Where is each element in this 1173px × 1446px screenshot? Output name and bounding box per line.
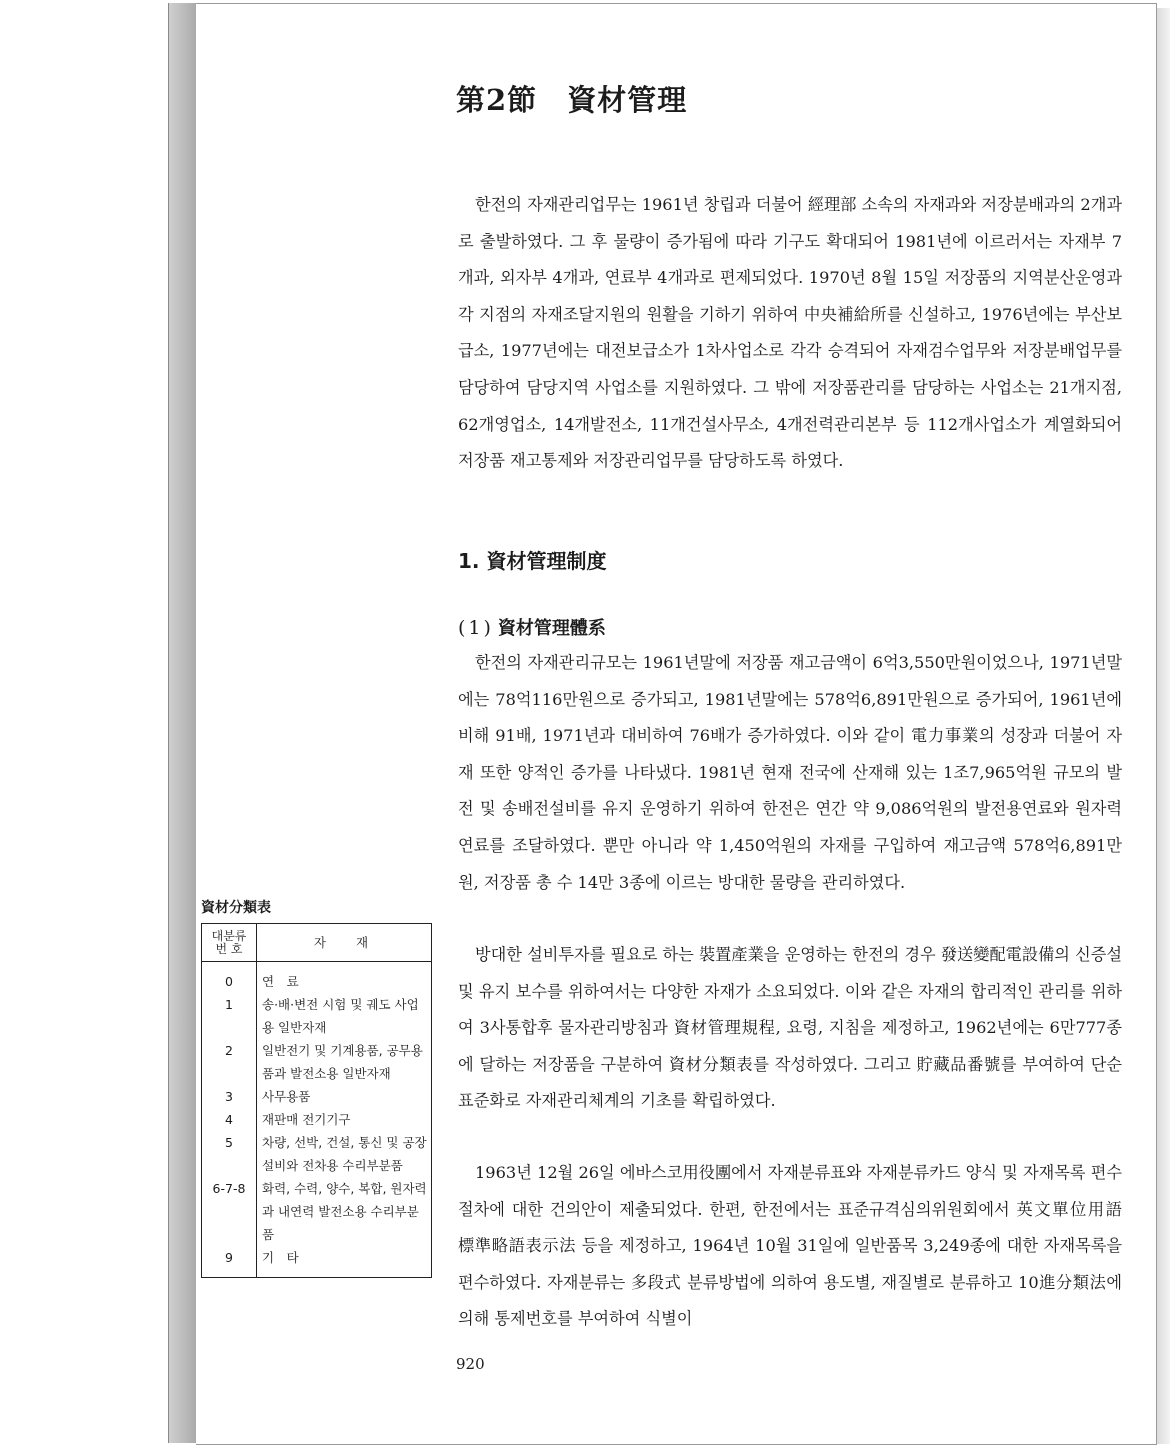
- header-code: 대분류 번 호: [202, 924, 257, 962]
- book-spine: [168, 3, 197, 1443]
- table-row: [202, 993, 432, 1039]
- row-desc: 재판매 전기기구: [262, 1112, 351, 1127]
- subheading-number: (1): [458, 617, 494, 639]
- paragraph-3: 1963년 12월 26일 에바스코用役團에서 자재분류표와 자재분류카드 양식 및 자재목록 편수절차에 대한 건의안이 제출되었다. 한편, 한전에서는 표준규격심의위원회에서 英文單位用語 標準略語表示法 등을 제정하고, 1964년 10월 31일에 일반품목 3,249종에 대한 자재목록을 편수하였다. 자재분류는 多段式 분류방법에 의하여 용도별, 재질별로 분류하고 10進分類法에 의해 통제번호를 부여하여 식별이: [458, 1163, 1122, 1329]
- table-row: [202, 1108, 432, 1131]
- subheading-title: 資材管理體系: [497, 618, 606, 639]
- paragraph-1: 한전의 자재관리규모는 1961년말에 저장품 재고금액이 6억3,550만원이었으나, 1971년말에는 78억116만원으로 증가되고, 1981년말에는 578억6,891만원으로 증가되어, 1961년에 비해 91배, 1971년과 대비하여 76배가 증가하였다. 이와 같이 電力事業의 성장과 더불어 자재 또한 양적인 증가를 나타냈다. 1981년 현재 전국에 산재해 있는 1조7,965억원 규모의 발전 및 송배전설비를 유지 운영하기 위하여 한전은 연간 약 9,086억원의 발전용연료와 원자력연료를 조달하였다. 뿐만 아니라 약 1,450억원의 자재를 구입하여 재고금액 578억6,891만원, 저장품 총 수 14만 3종에 이르는 방대한 물량을 관리하였다.: [458, 653, 1122, 892]
- row-desc: 일반전기 및 기계용품, 공무용품과 발전소용 일반자재: [262, 1043, 423, 1081]
- row-code: 3: [202, 1085, 257, 1108]
- section-number: 第2節: [456, 83, 538, 117]
- table-header-row: [202, 924, 432, 962]
- heading-资材管理制度: 1. 資材管理制度: [458, 549, 607, 573]
- table-caption: 資材分類表: [201, 900, 271, 916]
- table-row: [202, 1131, 432, 1177]
- table-row: [202, 1039, 432, 1085]
- section-title: [456, 78, 687, 119]
- row-code: 5: [202, 1131, 257, 1177]
- row-desc: 화력, 수력, 양수, 복합, 원자력과 내연력 발전소용 수리부분품: [262, 1181, 427, 1242]
- header-material: 자재: [257, 924, 432, 962]
- paragraph-2: 방대한 설비투자를 필요로 하는 裝置產業을 운영하는 한전의 경우 發送變配電設備의 신증설 및 유지 보수를 위하여서는 다양한 자재가 소요되었다. 이와 같은 자재의 합리적인 관리를 위하여 3사통합후 물자관리방침과 資材管理規程, 요령, 지침을 제정하고, 1962년에는 6만777종에 달하는 저장품을 구분하여 資材分類表를 작성하였다. 그리고 貯藏品番號를 부여하여 단순표준화로 자재관리체계의 기초를 확립하였다.: [458, 945, 1122, 1111]
- table-row: [202, 1085, 432, 1108]
- page-number: 920: [456, 1355, 485, 1373]
- row-code: 9: [202, 1246, 257, 1278]
- table-row: [202, 1246, 432, 1278]
- row-desc: 차량, 선박, 건설, 통신 및 공장 설비와 전차용 수리부분품: [262, 1135, 427, 1173]
- material-classification-table: [201, 923, 432, 1278]
- row-desc: 기 타: [262, 1250, 299, 1265]
- row-desc: 사무용품: [262, 1089, 311, 1104]
- row-desc: 송·배·변전 시험 및 궤도 사업용 일반자재: [262, 997, 419, 1035]
- section-name: 資材管理: [567, 83, 688, 117]
- subheading: [458, 614, 606, 640]
- row-code: 6-7-8: [202, 1177, 257, 1246]
- row-code: 2: [202, 1039, 257, 1085]
- row-code: 4: [202, 1108, 257, 1131]
- table-row: [202, 1177, 432, 1246]
- table-row: [202, 962, 432, 994]
- row-code: 1: [202, 993, 257, 1039]
- page-edge-shadow: [1156, 8, 1170, 1444]
- row-code: 0: [202, 962, 257, 994]
- row-desc: 연 료: [262, 974, 299, 989]
- intro-paragraph: 한전의 자재관리업무는 1961년 창립과 더불어 經理部 소속의 자재과와 저장분배과의 2개과로 출발하였다. 그 후 물량이 증가됨에 따라 기구도 확대되어 1981년에 이르러서는 자재부 7개과, 외자부 4개과, 연료부 4개과로 편제되었다. 1970년 8월 15일 저장품의 지역분산운영과 각 지점의 자재조달지원의 원활을 기하기 위하여 中央補給所를 신설하고, 1976년에는 부산보급소, 1977년에는 대전보급소가 1차사업소로 각각 승격되어 자재검수업무와 저장분배업무를 담당하여 담당지역 사업소를 지원하였다. 그 밖에 저장품관리를 담당하는 사업소는 21개지점, 62개영업소, 14개발전소, 11개건설사무소, 4개전력관리본부 등 112개사업소가 계열화되어 저장품 재고통제와 저장관리업무를 담당하도록 하였다.: [458, 195, 1122, 471]
